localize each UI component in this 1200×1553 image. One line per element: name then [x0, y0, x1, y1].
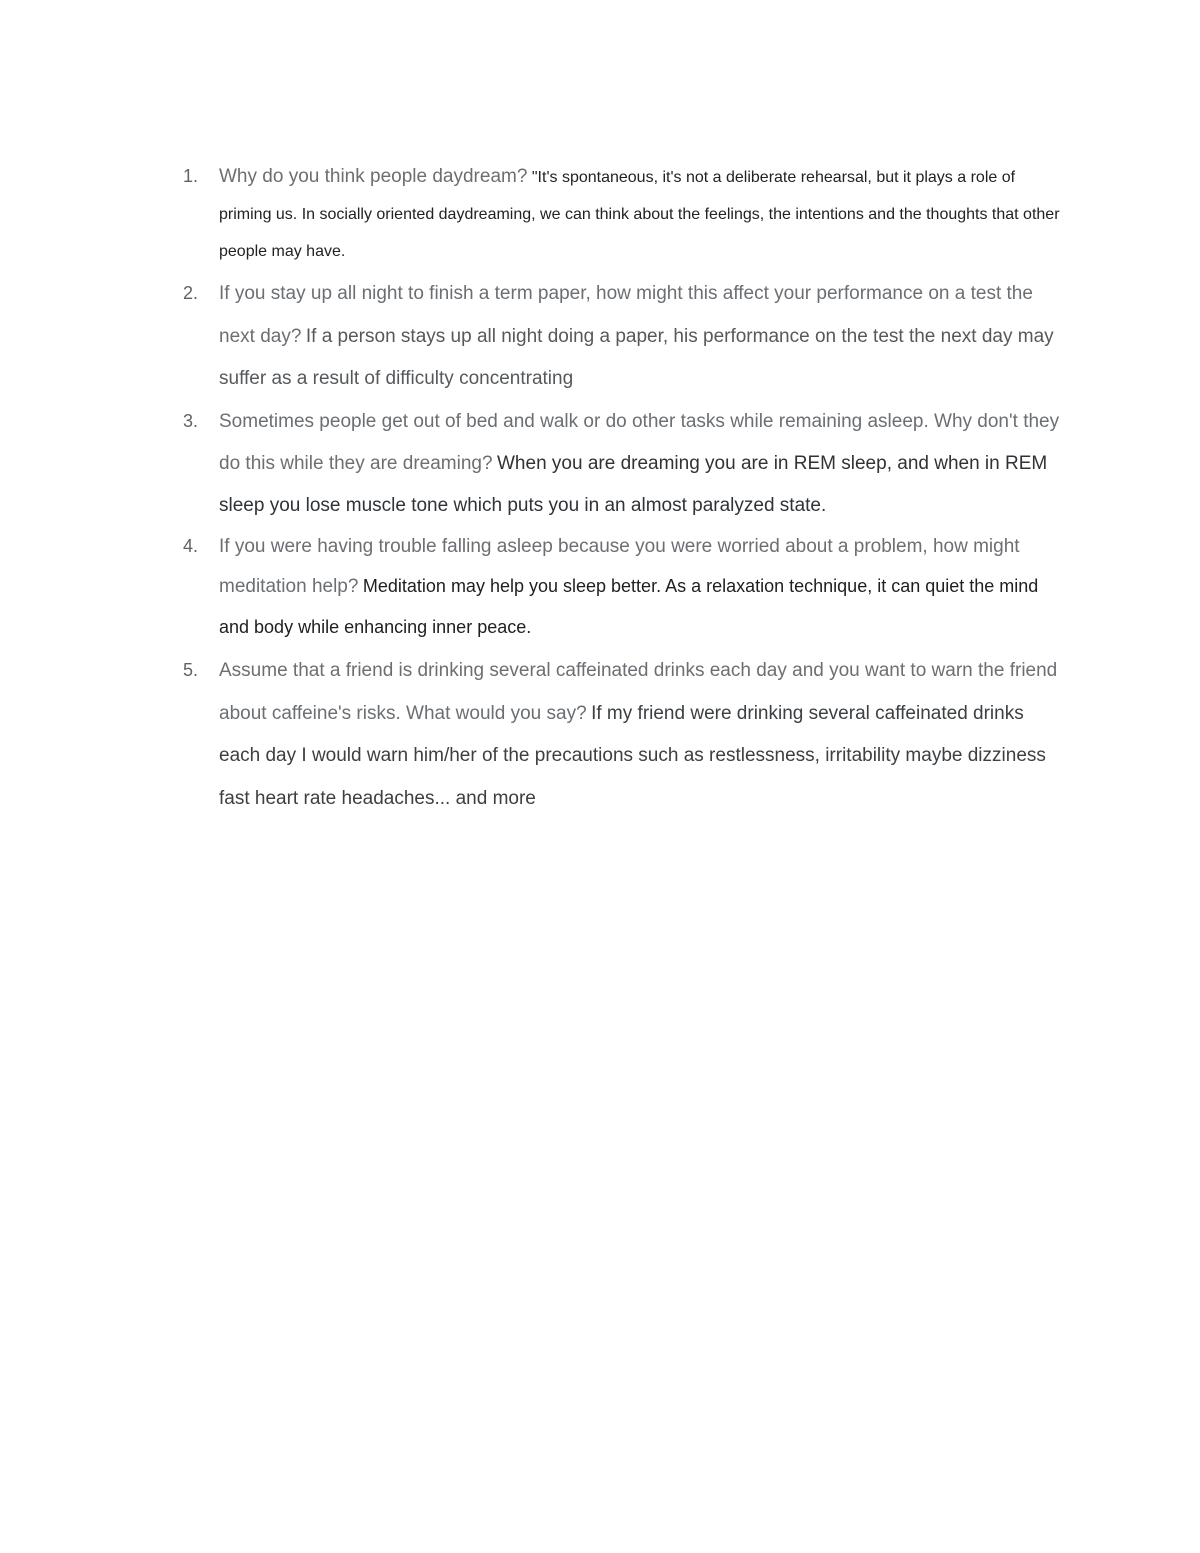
- question-text: Assume that a friend is drinking several caffeinated drinks each day and you want to warn the friend about caffeine's risks. What would you say?: [219, 660, 1058, 724]
- list-item: [183, 527, 1068, 649]
- list-item: [183, 158, 1068, 270]
- item-text: [219, 401, 1068, 527]
- list-item: [183, 273, 1068, 401]
- item-text: [219, 158, 1068, 270]
- list-item: [183, 401, 1068, 527]
- question-text: Sometimes people get out of bed and walk or do other tasks while remaining asleep. Why don't they do this while they are dreaming?: [219, 410, 1060, 474]
- question-text: Why do you think people daydream?: [219, 166, 528, 187]
- answer-text: Meditation may help you sleep better. As a relaxation technique, it can quiet the mind and body while enhancing inner peace.: [219, 576, 1039, 637]
- item-number: 2.: [183, 283, 199, 303]
- answer-text: "It's spontaneous, it's not a deliberate rehearsal, but it plays a role of priming us. In socially oriented daydreaming, we can think about the feelings, the intentions and the thoughts that other people may have.: [219, 169, 1060, 260]
- item-number: 3.: [183, 410, 199, 431]
- question-text: If you stay up all night to finish a term paper, how might this affect your performance on a test the next day?: [219, 283, 1033, 347]
- answer-text: If a person stays up all night doing a paper, his performance on the test the next day may suffer as a result of difficulty concentrating: [219, 325, 1054, 389]
- list-item: [183, 650, 1068, 820]
- item-text: [219, 527, 1068, 649]
- item-number: 5.: [183, 660, 199, 680]
- answer-text: When you are dreaming you are in REM sleep, and when in REM sleep you lose muscle tone which puts you in an almost paralyzed state.: [219, 452, 1048, 516]
- item-text: [219, 273, 1068, 401]
- item-text: [219, 650, 1068, 820]
- item-number: 4.: [183, 535, 199, 556]
- item-number: 1.: [183, 166, 199, 186]
- question-list: [183, 158, 1068, 820]
- question-text: If you were having trouble falling asleep because you were worried about a problem, how might meditation help?: [219, 535, 1020, 597]
- answer-text: If my friend were drinking several caffeinated drinks each day I would warn him/her of the precautions such as restlessness, irritability maybe dizziness fast heart rate headaches... and more: [219, 702, 1046, 809]
